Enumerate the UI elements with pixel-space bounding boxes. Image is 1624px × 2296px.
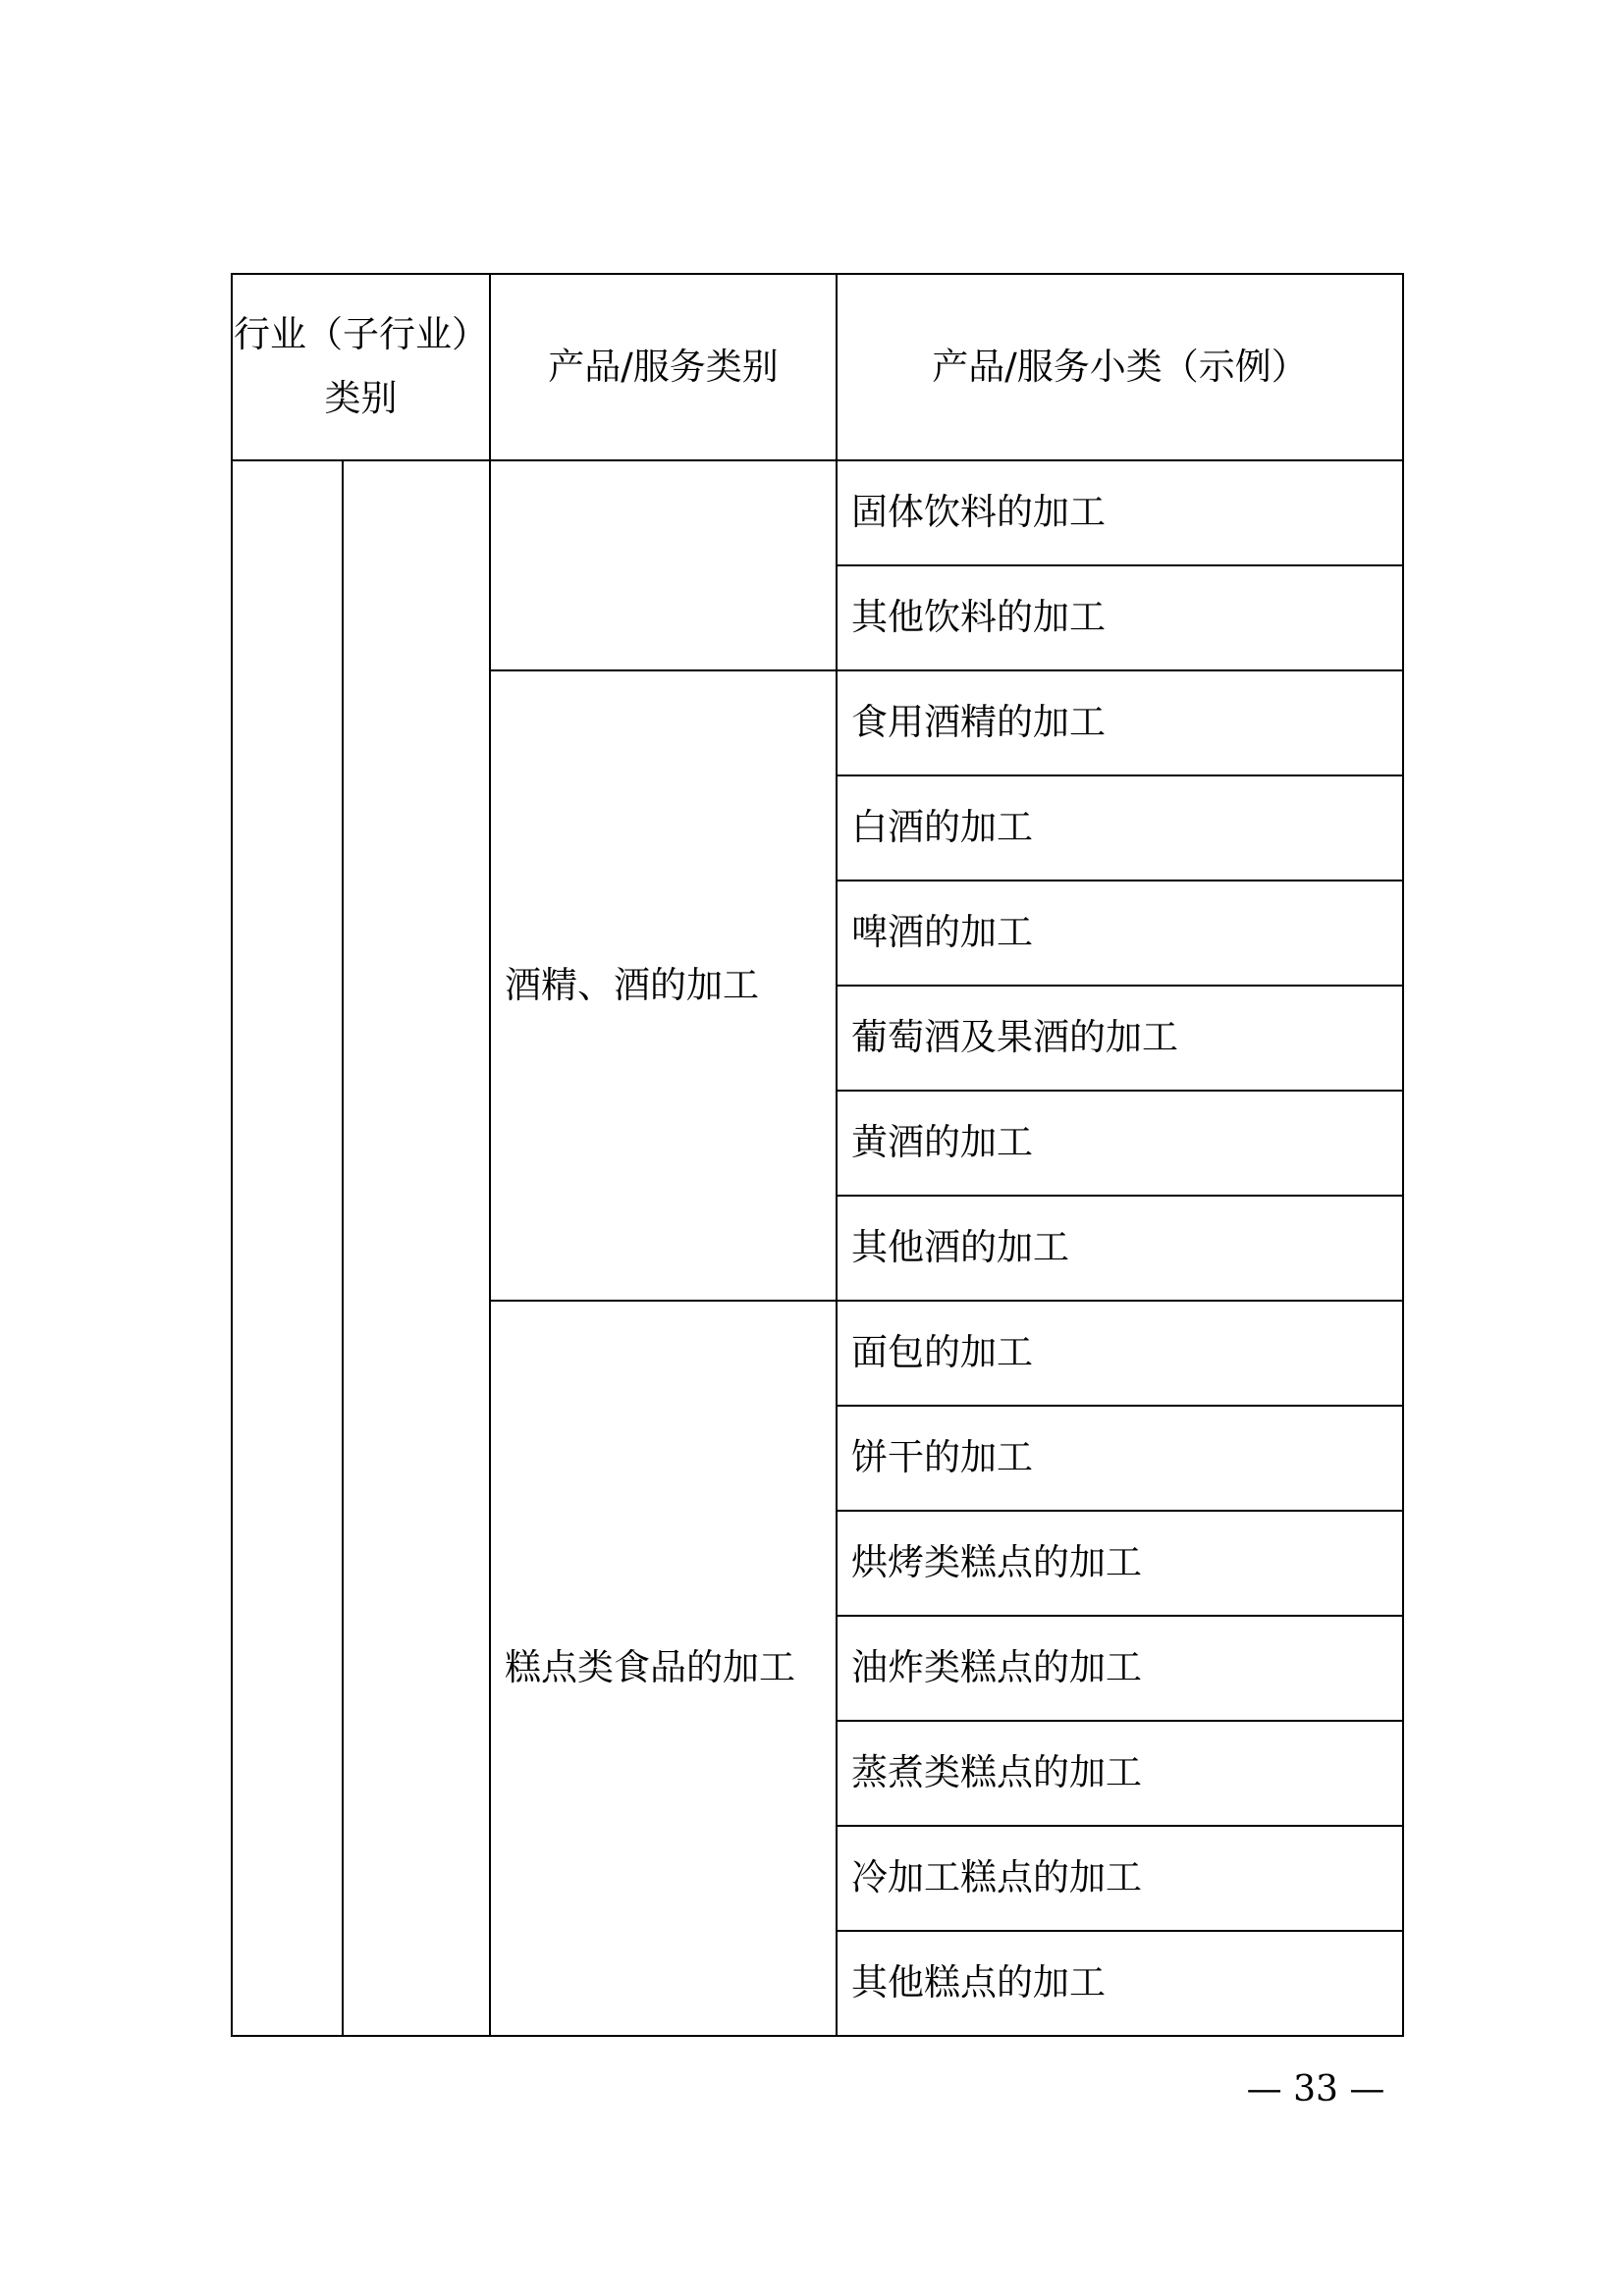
sub-industry-cell: [343, 460, 490, 2036]
category-cell: [490, 460, 837, 670]
category-cell: 酒精、酒的加工: [490, 670, 837, 1301]
subcategory-cell: 啤酒的加工: [837, 881, 1403, 986]
subcategory-cell: 黄酒的加工: [837, 1091, 1403, 1196]
subcategory-cell: 食用酒精的加工: [837, 670, 1403, 775]
table-row: [232, 460, 1403, 565]
subcategory-cell: 油炸类糕点的加工: [837, 1616, 1403, 1721]
header-industry-category: [232, 274, 490, 460]
subcategory-cell: 其他饮料的加工: [837, 565, 1403, 670]
table-header-row: [232, 274, 1403, 460]
subcategory-cell: 烘烤类糕点的加工: [837, 1511, 1403, 1616]
header-product-subcategory: 产品/服务小类（示例）: [837, 274, 1403, 460]
header-industry-line1: 行业（子行业）: [234, 313, 488, 356]
product-category-table: [231, 273, 1404, 2037]
subcategory-cell: 面包的加工: [837, 1301, 1403, 1406]
category-cell: 糕点类食品的加工: [490, 1301, 837, 2036]
header-product-category: 产品/服务类别: [490, 274, 837, 460]
subcategory-cell: 冷加工糕点的加工: [837, 1826, 1403, 1931]
subcategory-cell: 白酒的加工: [837, 775, 1403, 881]
subcategory-cell: 葡萄酒及果酒的加工: [837, 986, 1403, 1091]
subcategory-cell: 其他酒的加工: [837, 1196, 1403, 1301]
page-number: — 33 —: [1246, 2069, 1385, 2109]
subcategory-cell: 固体饮料的加工: [837, 460, 1403, 565]
subcategory-cell: 其他糕点的加工: [837, 1931, 1403, 2036]
subcategory-cell: 蒸煮类糕点的加工: [837, 1721, 1403, 1826]
header-industry-line2: 类别: [324, 377, 398, 419]
subcategory-cell: 饼干的加工: [837, 1406, 1403, 1511]
industry-cell: [232, 460, 343, 2036]
